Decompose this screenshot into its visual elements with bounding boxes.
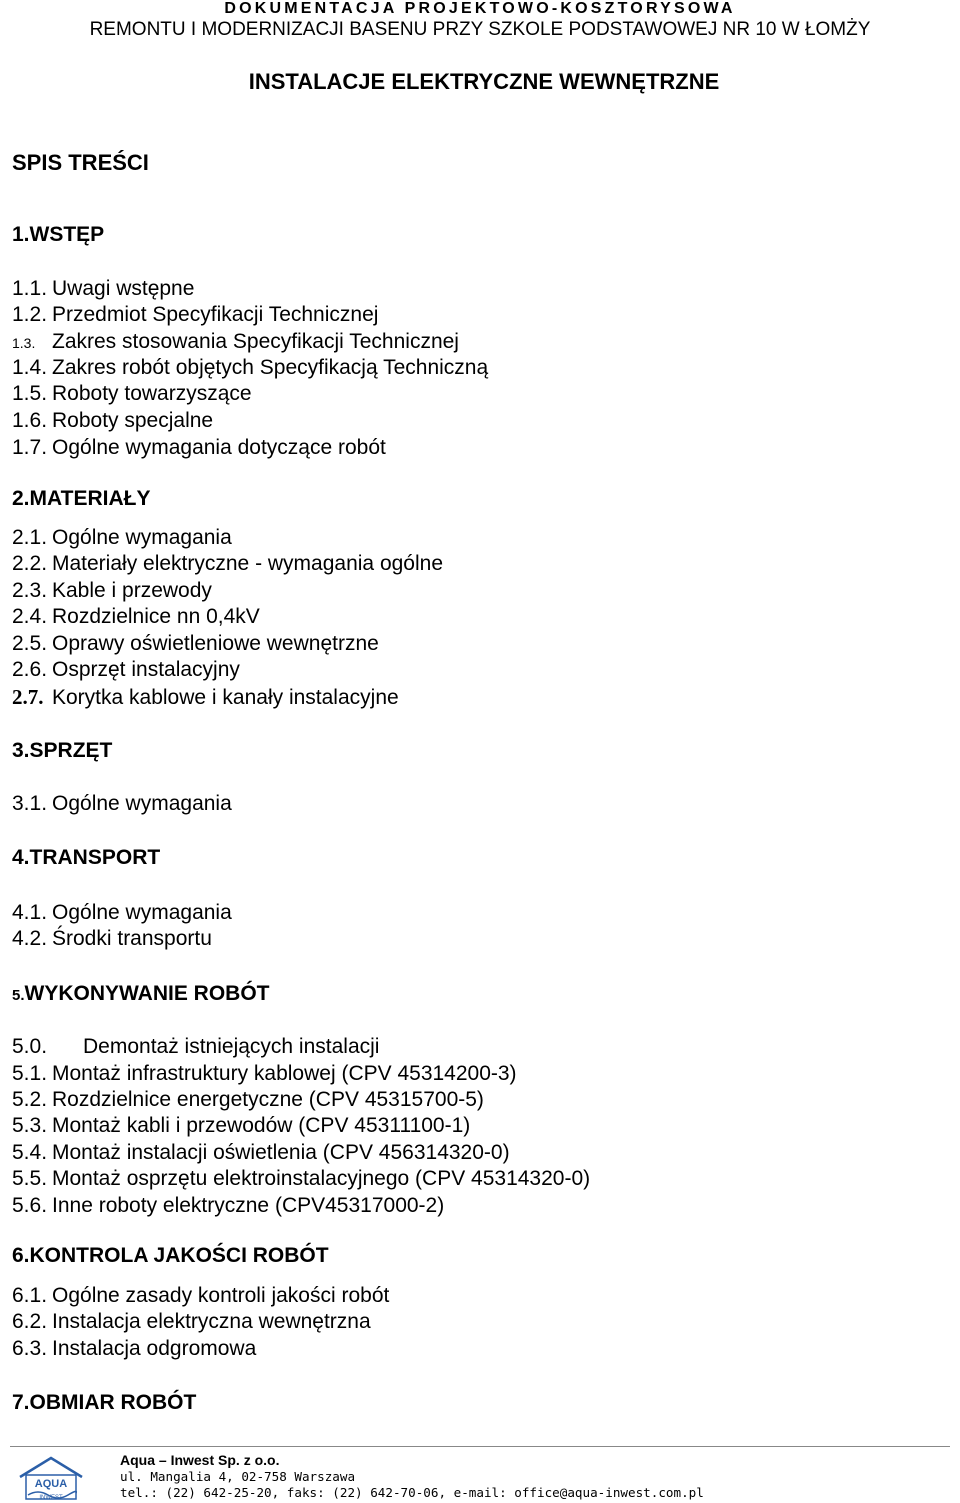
toc-number: 2.2. [12,552,48,575]
toc-section-5 [12,981,270,1009]
toc-number: 1.2. [12,303,48,326]
toc-text: Uwagi wstępne [52,277,195,300]
toc-text: Środki transportu [52,927,212,950]
toc-entry-2-4 [12,604,260,630]
toc-text: Demontaż istniejących instalacji [83,1035,380,1058]
toc-number: 1.7. [12,436,48,459]
toc-number: 5.5. [12,1167,48,1190]
toc-number: 5.0. [12,1035,48,1058]
toc-entry-1-3 [12,329,459,356]
toc-text: Inne roboty elektryczne (CPV45317000-2) [52,1194,445,1217]
toc-text: Ogólne wymagania [52,526,232,549]
toc-entry-6-2 [12,1309,371,1335]
toc-text: TRANSPORT [29,846,161,869]
toc-number: 5.3. [12,1114,48,1137]
toc-text: Roboty towarzyszące [52,382,252,405]
toc-number: 1.5. [12,382,48,405]
toc-text: Roboty specjalne [52,409,214,432]
toc-section-3 [12,738,112,764]
toc-text: Ogólne wymagania dotyczące robót [52,436,386,459]
toc-entry-5-3 [12,1113,470,1139]
toc-entry-5-1 [12,1061,517,1087]
toc-entry-5-6 [12,1193,444,1219]
toc-section-7 [12,1390,196,1416]
toc-text: WSTĘP [29,223,105,246]
toc-number: 6.3. [12,1337,48,1360]
toc-number: 2.3. [12,579,48,602]
toc-number: 2. [12,487,30,510]
toc-text: OBMIAR ROBÓT [29,1391,197,1414]
toc-entry-4-1 [12,900,232,926]
toc-entry-6-3 [12,1336,256,1362]
toc-entry-5-4 [12,1140,510,1166]
toc-heading: SPIS TREŚCI [12,150,149,175]
toc-entry-5-0 [12,1034,379,1060]
toc-text: Ogólne wymagania [52,792,232,815]
toc-number: 1.1. [12,277,48,300]
toc-section-6 [12,1243,329,1269]
toc-number: 2.1. [12,526,48,549]
toc-text: Instalacja odgromowa [52,1337,257,1360]
footer-contact: tel.: (22) 642-25-20, faks: (22) 642-70-06, e-mail: office@aqua-inwest.com.pl [120,1485,704,1500]
toc-section-2 [12,486,150,512]
toc-entry-1-1 [12,276,194,302]
toc-entry-5-2 [12,1087,484,1113]
toc-number: 1. [12,223,30,246]
toc-text: MATERIAŁY [29,487,151,510]
toc-number: 5.4. [12,1141,48,1164]
toc-number: 4.2. [12,927,48,950]
footer-divider [10,1446,950,1447]
toc-number: 6.1. [12,1284,48,1307]
toc-number: 3.1. [12,792,48,815]
page-title: INSTALACJE ELEKTRYCZNE WEWNĘTRZNE [248,69,720,94]
toc-number: 1.4. [12,356,48,379]
toc-text: Zakres robót objętych Specyfikacją Techniczną [52,356,489,379]
toc-text: Materiały elektryczne - wymagania ogólne [52,552,444,575]
toc-section-4 [12,845,160,871]
toc-entry-2-1 [12,525,232,551]
toc-number: 2.7. [12,685,44,709]
toc-text: Montaż kabli i przewodów (CPV 45311100-1) [52,1114,471,1137]
toc-text: Rozdzielnice energetyczne (CPV 45315700-5) [52,1088,484,1111]
toc-text: Montaż instalacji oświetlenia (CPV 456314320-0) [52,1141,510,1164]
toc-number: 5. [12,987,25,1004]
toc-number: 6. [12,1244,30,1267]
toc-number: 4. [12,846,30,869]
document-header-title: DOKUMENTACJA PROJEKTOWO-KOSZTORYSOWA [224,0,736,17]
toc-entry-2-3 [12,578,212,604]
toc-entry-2-6 [12,657,240,683]
toc-entry-6-1 [12,1283,389,1309]
footer-address: ul. Mangalia 4, 02-758 Warszawa [120,1469,356,1484]
toc-number: 6.2. [12,1310,48,1333]
toc-entry-2-7 [12,684,399,711]
toc-entry-3-1 [12,791,232,817]
toc-entry-1-6 [12,408,213,434]
toc-entry-4-2 [12,926,212,952]
toc-number: 1.3. [12,335,36,351]
toc-number: 2.4. [12,605,48,628]
toc-entry-2-2 [12,551,443,577]
toc-entry-1-2 [12,302,378,328]
company-logo [14,1455,88,1501]
toc-entry-1-7 [12,435,386,461]
toc-text: KONTROLA JAKOŚCI ROBÓT [29,1244,329,1267]
toc-text: Rozdzielnice nn 0,4kV [52,605,260,628]
toc-number: 5.2. [12,1088,48,1111]
toc-number: 3. [12,739,30,762]
toc-number: 1.6. [12,409,48,432]
toc-text: Ogólne wymagania [52,901,232,924]
toc-entry-1-5 [12,381,252,407]
footer-company: Aqua – Inwest Sp. z o.o. [120,1452,280,1468]
toc-text: SPRZĘT [29,739,113,762]
toc-text: Korytka kablowe i kanały instalacyjne [52,686,399,709]
toc-text: WYKONYWANIE ROBÓT [24,982,270,1005]
toc-number: 5.1. [12,1062,48,1085]
toc-entry-2-5 [12,631,379,657]
toc-entry-1-4 [12,355,488,381]
toc-number: 5.6. [12,1194,48,1217]
toc-entry-5-5 [12,1166,590,1192]
toc-text: Kable i przewody [52,579,212,602]
logo-text-bottom: INWEST [39,1495,63,1501]
toc-text: Oprawy oświetleniowe wewnętrzne [52,632,379,655]
toc-number: 2.6. [12,658,48,681]
toc-section-1 [12,222,104,248]
toc-number: 2.5. [12,632,48,655]
toc-text: Przedmiot Specyfikacji Technicznej [52,303,379,326]
toc-text: Instalacja elektryczna wewnętrzna [52,1310,371,1333]
toc-number: 4.1. [12,901,48,924]
document-header-subtitle: REMONTU I MODERNIZACJI BASENU PRZY SZKOLE PODSTAWOWEJ NR 10 W ŁOMŻY [89,19,871,40]
toc-text: Zakres stosowania Specyfikacji Technicznej [52,330,459,353]
toc-number: 7. [12,1391,30,1414]
toc-text: Montaż infrastruktury kablowej (CPV 45314200-3) [52,1062,517,1085]
toc-text: Ogólne zasady kontroli jakości robót [52,1284,390,1307]
toc-text: Montaż osprzętu elektroinstalacyjnego (CPV 45314320-0) [52,1167,591,1190]
toc-text: Osprzęt instalacyjny [52,658,240,681]
logo-text-top: AQUA [34,1478,68,1490]
